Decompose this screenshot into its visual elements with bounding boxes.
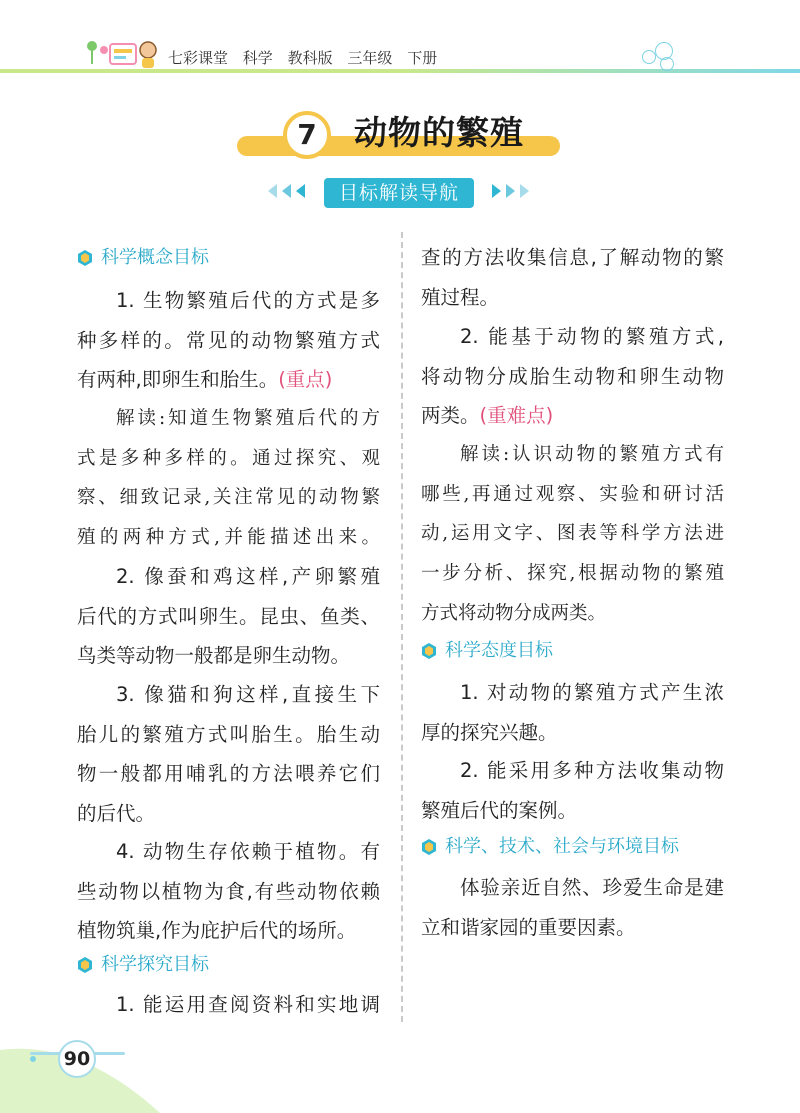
text-line xyxy=(77,360,380,400)
text-line: 植物筑巢,作为庇护后代的场所。 xyxy=(77,919,357,943)
text-line: 2. 像蚕和鸡这样,产卵繁殖 xyxy=(116,565,380,588)
concept-point-3 xyxy=(77,675,380,834)
text-line: 后代的方式叫卵生。昆虫、鱼类、 xyxy=(77,604,380,628)
section-title: 科学态度目标 xyxy=(445,640,553,661)
text-line: 式是多种多样的。通过探究、观 xyxy=(77,447,380,469)
text-line: 将动物分成胎生动物和卵生动物 xyxy=(421,364,724,388)
text-line: 2. 能采用多种方法收集动物 xyxy=(460,759,724,782)
text-line: 体验亲近自然、珍爱生命是建 xyxy=(460,876,724,899)
text-segment: 两类。 xyxy=(421,404,480,428)
text-line: 察、细致记录,关注常见的动物繁 xyxy=(77,487,380,509)
text-line: 些动物以植物为食,有些动物依赖 xyxy=(77,879,380,903)
arrow-right-icon xyxy=(506,184,515,198)
subject: 科学 xyxy=(242,49,273,67)
text-line xyxy=(421,396,724,436)
concept-point-4 xyxy=(77,832,380,951)
text-line: 2. 能基于动物的繁殖方式, xyxy=(460,325,724,348)
text-line: 1. 生物繁殖后代的方式是多 xyxy=(116,289,380,312)
header-rule xyxy=(0,69,800,73)
cartoon-logo-icon xyxy=(84,36,164,70)
text-line: 动,运用文字、图表等科学方法进 xyxy=(421,523,724,545)
concept-point-1 xyxy=(77,281,380,400)
header-breadcrumb xyxy=(168,47,437,68)
page-header xyxy=(0,0,800,80)
attitude-point-1 xyxy=(421,673,724,752)
section-title: 科学、技术、社会与环境目标 xyxy=(445,836,679,857)
concept-point-2 xyxy=(77,557,380,676)
volume: 下册 xyxy=(407,49,438,67)
inquiry-explanation xyxy=(421,435,724,634)
text-line: 厚的探究兴趣。 xyxy=(421,720,558,744)
lesson-number: 7 xyxy=(283,111,331,159)
inquiry-point-1-cont xyxy=(421,238,724,317)
key-point-tag: (重点) xyxy=(278,368,333,392)
key-difficulty-tag: (重难点) xyxy=(479,404,554,428)
text-line: 方式将动物分成两类。 xyxy=(421,602,607,624)
text-line: 立和谐家园的重要因素。 xyxy=(421,915,636,939)
text-line: 一步分析、探究,根据动物的繁殖 xyxy=(421,563,724,585)
text-line: 繁殖后代的案例。 xyxy=(421,798,578,822)
attitude-point-2 xyxy=(421,751,724,830)
lesson-title: 动物的繁殖 xyxy=(354,113,524,152)
text-line: 1. 能运用查阅资料和实地调 xyxy=(116,993,380,1016)
concept-explanation xyxy=(77,399,380,558)
text-line: 种多样的。常见的动物繁殖方式 xyxy=(77,328,380,352)
text-line: 1. 对动物的繁殖方式产生浓 xyxy=(460,681,724,704)
text-line: 鸟类等动物一般都是卵生动物。 xyxy=(77,644,351,668)
hexagon-icon xyxy=(421,643,437,659)
text-segment: 有两种,即卵生和胎生。 xyxy=(77,368,279,392)
hexagon-icon xyxy=(77,250,93,266)
inquiry-point-1-start xyxy=(77,985,380,1025)
nav-label: 目标解读导航 xyxy=(324,178,474,208)
text-line: 物一般都用哺乳的方法喂养它们 xyxy=(77,762,380,786)
hexagon-icon xyxy=(421,839,437,855)
sts-point-1 xyxy=(421,868,724,947)
column-divider xyxy=(401,232,403,1022)
inquiry-point-2 xyxy=(421,317,724,436)
text-line: 解读:认识动物的繁殖方式有 xyxy=(460,444,724,465)
text-line: 解读:知道生物繁殖后代的方 xyxy=(116,408,380,429)
section-title: 科学探究目标 xyxy=(101,954,209,975)
arrow-right-icon xyxy=(492,184,501,198)
book-series: 七彩课堂 xyxy=(168,49,229,67)
hexagon-icon xyxy=(77,957,93,973)
bubble-decoration xyxy=(660,57,674,71)
grade: 三年级 xyxy=(347,49,393,67)
text-line: 4. 动物生存依赖于植物。有 xyxy=(116,840,380,863)
goal-nav-banner xyxy=(268,176,528,210)
text-line: 殖的两种方式,并能描述出来。 xyxy=(77,527,380,549)
text-line: 的后代。 xyxy=(77,802,156,826)
arrow-right-icon xyxy=(520,184,529,198)
text-line: 殖过程。 xyxy=(421,285,500,309)
text-line: 查的方法收集信息,了解动物的繁 xyxy=(421,246,724,269)
text-line: 胎儿的繁殖方式叫胎生。胎生动 xyxy=(77,722,380,746)
page-number: 90 xyxy=(63,1048,91,1070)
section-title: 科学概念目标 xyxy=(101,247,209,268)
arrow-left-icon xyxy=(268,184,277,198)
arrow-left-icon xyxy=(282,184,291,198)
bubble-decoration xyxy=(642,50,656,64)
arrow-left-icon xyxy=(296,184,305,198)
text-line: 3. 像猫和狗这样,直接生下 xyxy=(116,683,380,706)
edition: 教科版 xyxy=(287,49,333,67)
text-line: 哪些,再通过观察、实验和研讨活 xyxy=(421,483,724,505)
